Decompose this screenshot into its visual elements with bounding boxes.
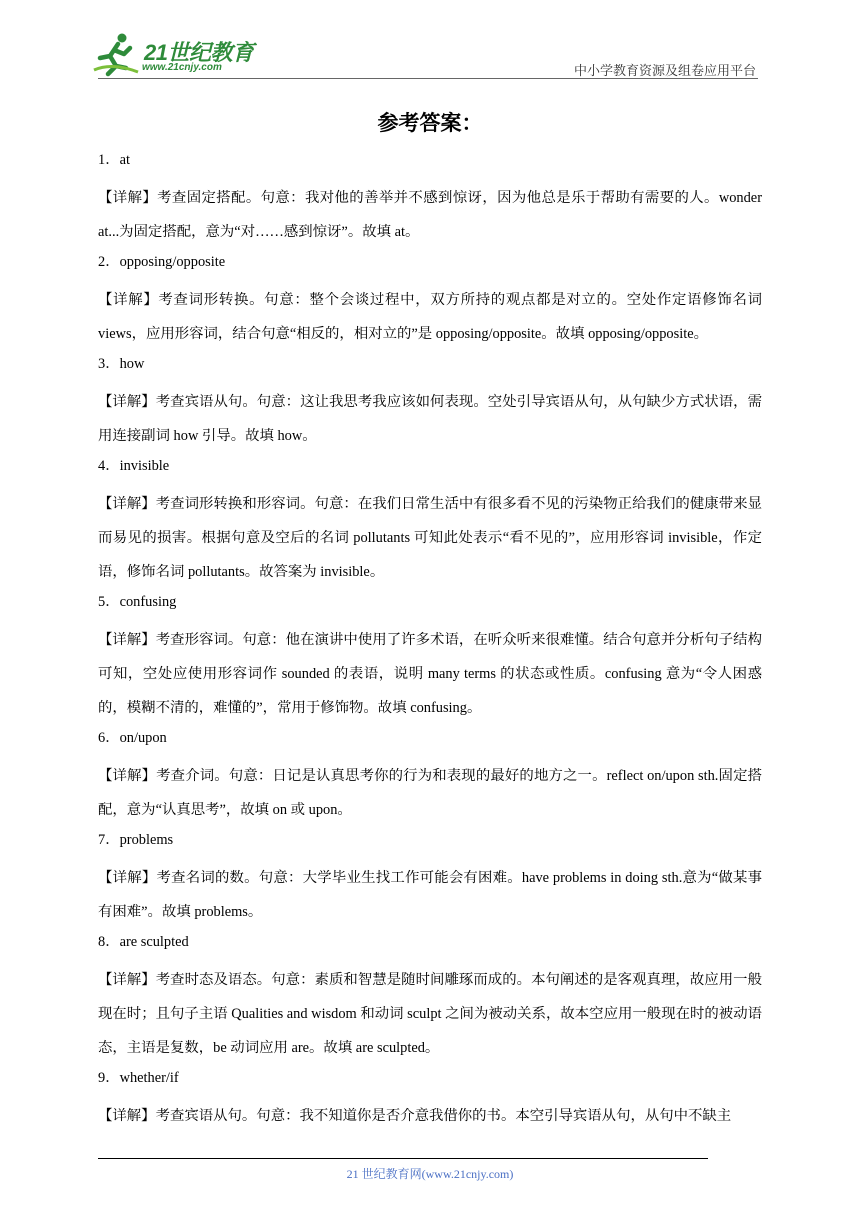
answer-item	[98, 453, 762, 589]
answer-text: 3．how	[98, 356, 145, 372]
answer-text: 8．are sculpted	[98, 934, 189, 950]
answer-text: 6．on/upon	[98, 730, 167, 746]
answer-item	[98, 725, 762, 827]
answer-list	[98, 147, 762, 1133]
answer-detail: 【详解】考查宾语从句。句意：我不知道你是否介意我借你的书。本空引导宾语从句，从句中不缺主	[98, 1108, 732, 1124]
logo	[92, 32, 262, 80]
answer-item	[98, 929, 762, 1065]
answer-detail: 【详解】考查形容词。句意：他在演讲中使用了许多术语，在听众听来很难懂。结合句意并分析句子结构可知，空处应使用形容词作 sounded 的表语，说明 many terms 的状态或性质。confusing 意为“令人困惑的，模糊不清的，难懂的”，常用于修饰物。故填 confusing。	[98, 632, 762, 716]
header-divider	[98, 78, 758, 79]
answer-detail: 【详解】考查名词的数。句意：大学毕业生找工作可能会有困难。have problems in doing sth.意为“做某事有困难”。故填 problems。	[98, 870, 762, 920]
answer-text: 2．opposing/opposite	[98, 254, 226, 270]
answer-detail: 【详解】考查时态及语态。句意：素质和智慧是随时间雕琢而成的。本句阐述的是客观真理，故应用一般现在时；且句子主语 Qualities and wisdom 和动词 sculpt 之间为被动关系，故本空应用一般现在时的被动语态，主语是复数，be 动词应用 are。故填 are sculpted。	[98, 972, 762, 1056]
answer-text: 5．confusing	[98, 594, 177, 610]
footer-divider	[98, 1158, 708, 1159]
answer-item	[98, 351, 762, 453]
page-title: 参考答案：	[377, 111, 483, 135]
logo-text: 21世纪教育	[144, 40, 254, 65]
logo-url: www.21cnjy.com	[142, 62, 222, 73]
answer-text: 1．at	[98, 152, 130, 168]
answer-text: 9．whether/if	[98, 1070, 179, 1086]
answer-item	[98, 147, 762, 249]
answer-item	[98, 827, 762, 929]
runner-logo-icon	[92, 32, 144, 78]
answer-text: 7．problems	[98, 832, 174, 848]
answer-text: 4．invisible	[98, 458, 170, 474]
page-header	[0, 0, 860, 82]
answer-detail: 【详解】考查宾语从句。句意：这让我思考我应该如何表现。空处引导宾语从句，从句缺少方式状语，需用连接副词 how 引导。故填 how。	[98, 394, 762, 444]
footer-link[interactable]: 21 世纪教育网(www.21cnjy.com)	[346, 1167, 514, 1181]
answer-item	[98, 589, 762, 725]
answer-detail: 【详解】考查词形转换和形容词。句意：在我们日常生活中有很多看不见的污染物正给我们的健康带来显而易见的损害。根据句意及空后的名词 pollutants 可知此处表示“看不见的”，应用形容词 invisible，作定语，修饰名词 pollutants。故答案为 invisible。	[98, 496, 762, 580]
platform-name: 中小学教育资源及组卷应用平台	[573, 63, 756, 78]
answer-detail: 【详解】考查固定搭配。句意：我对他的善举并不感到惊讶，因为他总是乐于帮助有需要的人。wonder at...为固定搭配，意为“对……感到惊讶”。故填 at。	[98, 190, 762, 240]
answer-detail: 【详解】考查介词。句意：日记是认真思考你的行为和表现的最好的地方之一。reflect on/upon sth.固定搭配，意为“认真思考”，故填 on 或 upon。	[98, 768, 762, 818]
answer-item	[98, 1065, 762, 1133]
answer-item	[98, 249, 762, 351]
answer-detail: 【详解】考查词形转换。句意：整个会谈过程中，双方所持的观点都是对立的。空处作定语修饰名词 views，应用形容词，结合句意“相反的，相对立的”是 opposing/opposite。故填 opposing/opposite。	[98, 292, 762, 342]
